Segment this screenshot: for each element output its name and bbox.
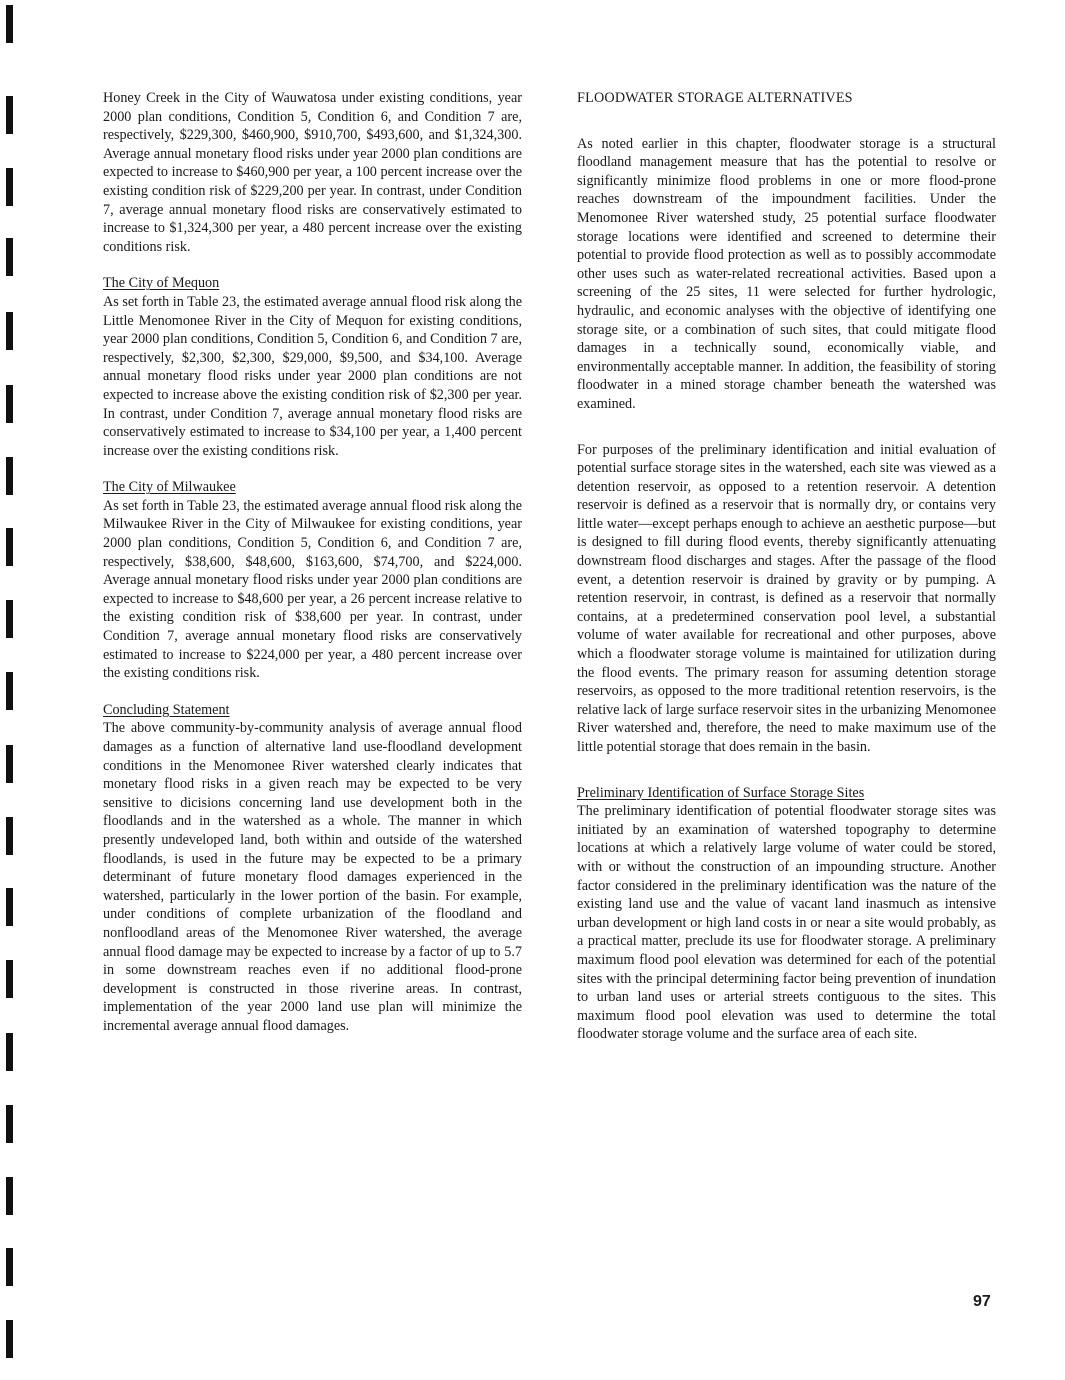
binding-mark	[6, 1033, 13, 1071]
binding-mark	[6, 385, 13, 423]
section-title: FLOODWATER STORAGE ALTERNATIVES	[577, 90, 853, 106]
concluding-heading: Concluding Statement	[103, 701, 230, 718]
mequon-heading: The City of Mequon	[103, 275, 220, 292]
binding-mark	[6, 5, 13, 43]
binding-mark	[6, 1177, 13, 1215]
binding-mark	[6, 457, 13, 495]
binding-mark	[6, 1248, 13, 1286]
left-column	[103, 89, 522, 1036]
binding-mark	[6, 672, 13, 710]
storage-paragraph-1: As noted earlier in this chapter, floodwater storage is a structural floodland management measure that has the potential to resolve or significantly minimize flood problems in one or more flood-prone reaches downstream of the impoundment facilities. Under the Menomonee River watershed study, 25 potential surface floodwater storage locations were identified and screened to determine their potential to provide flood protection as well as to possibly accommodate other uses such as water-related recreational activities. Based upon a screening of the 25 sites, 11 were selected for further hydrologic, hydraulic, and economic analyses with the objective of identifying one storage site, or a combination of such sites, that could mitigate flood damages in a technically sound, economically viable, and environmentally acceptable manner. In addition, the feasibility of storing floodwater in a mined storage chamber beneath the watershed was examined.	[577, 135, 996, 412]
page-number: 97	[973, 1293, 991, 1310]
binding-mark	[6, 817, 13, 855]
binding-mark	[6, 238, 13, 276]
binding-mark	[6, 960, 13, 998]
binding-mark	[6, 600, 13, 638]
binding-mark	[6, 1320, 13, 1358]
preliminary-heading: Preliminary Identification of Surface Storage Sites	[577, 784, 865, 801]
binding-mark	[6, 528, 13, 566]
intro-paragraph: Honey Creek in the City of Wauwatosa under existing conditions, year 2000 plan conditions, Condition 5, Condition 6, and Condition 7 are, respectively, $229,300, $460,900, $910,700, $493,600, and $1,324,300. Average annual monetary flood risks under year 2000 plan conditions are expected to increase to $460,900 per year, a 100 percent increase over the existing condition risk of $229,200 per year. In contrast, under Condition 7, average annual monetary flood risks are conservatively estimated to increase to $1,324,300 per year, a 480 percent increase over the existing conditions risk.	[103, 90, 522, 255]
binding-mark	[6, 745, 13, 783]
binding-mark	[6, 1105, 13, 1143]
storage-paragraph-2: For purposes of the preliminary identification and initial evaluation of potential surface storage sites in the watershed, each site was viewed as a detention reservoir, as opposed to a retention reservoir. A detention reservoir is defined as a reservoir that is normally dry, or contains very little water—except perhaps enough to achieve an aesthetic purpose—but is designed to fill during flood events, thereby significantly attenuating downstream flood discharges and stages. After the passage of the flood event, a detention reservoir is drained by gravity or by pumping. A retention reservoir, in contrast, is defined as a reservoir that normally contains, at a predetermined conservation pool level, a substantial volume of water available for recreational and other purposes, above which a floodwater storage volume is maintained for utilization during the flood events. The primary reason for assuming detention storage reservoirs, as opposed to the more traditional retention reservoirs, is the relative lack of large surface reservoir sites in the urbanizing Menomonee River watershed and, therefore, the need to make maximum use of the little potential storage that does remain in the basin.	[577, 441, 996, 755]
milwaukee-paragraph: As set forth in Table 23, the estimated average annual flood risk along the Milwaukee River in the City of Milwaukee for existing conditions, year 2000 plan conditions, Condition 5, Condition 6, and Condition 7 are, respectively, $38,600, $48,600, $163,600, $74,700, and $224,000. Average annual monetary flood risks under year 2000 plan conditions are expected to increase to $48,600 per year, a 26 percent increase relative to the existing condition risk of $38,600 per year. In contrast, under Condition 7, average annual monetary flood risks are conservatively estimated to increase to $224,000 per year, a 480 percent increase over the existing conditions risk.	[103, 497, 522, 682]
mequon-paragraph: As set forth in Table 23, the estimated average annual flood risk along the Little Menomonee River in the City of Mequon for existing conditions, year 2000 plan conditions, Condition 5, Condition 6, and Condition 7 are, respectively, $2,300, $2,300, $29,000, $9,500, and $34,100. Average annual monetary flood risks under year 2000 plan conditions are not expected to increase above the existing condition risk of $2,300 per year. In contrast, under Condition 7, average annual monetary flood risks are conservatively estimated to increase to $34,100 per year, a 1,400 percent increase over the existing conditions risk.	[103, 293, 522, 459]
preliminary-paragraph: The preliminary identification of potential floodwater storage sites was initiated by an examination of watershed topography to determine locations at which a relatively large volume of water could be stored, with or without the construction of an impounding structure. Another factor considered in the preliminary identification was the nature of the existing land use and the value of vacant land inasmuch as intensive urban development or high land costs in or near a site would probably, as a practical matter, preclude its use for floodwater storage. A preliminary maximum flood pool elevation was determined for each of the potential sites with the principal determining factor being prevention of inundation to urban land uses or arterial streets contiguous to the sites. This maximum flood pool elevation was used to determine the total floodwater storage volume and the surface area of each site.	[577, 803, 996, 1043]
binding-mark	[6, 312, 13, 350]
binding-marks	[0, 0, 20, 1380]
binding-mark	[6, 888, 13, 926]
concluding-paragraph: The above community-by-community analysis of average annual flood damages as a function of alternative land use-floodland development conditions in the Menomonee River watershed clearly indicates that monetary flood risks in a given reach may be expected to be very sensitive to dicisions concerning land use development both in the floodlands and in the watershed as a whole. The manner in which presently undeveloped land, both within and outside of the watershed floodlands, is used in the future may be expected to be a primary determinant of future monetary flood damages experienced in the watershed, particularly in the lower portion of the basin. For example, under conditions of complete urbanization of the floodland and nonfloodland areas of the Menomonee River watershed, the average annual flood damage may be expected to increase by a factor of up to 5.7 in some downstream reaches even if no additional flood-prone development is constructed in those riverine areas. In contrast, implementation of the year 2000 land use plan will minimize the incremental average annual flood damages.	[103, 720, 522, 1034]
right-column	[577, 89, 996, 1044]
milwaukee-heading: The City of Milwaukee	[103, 479, 236, 496]
binding-mark	[6, 96, 13, 134]
binding-mark	[6, 168, 13, 206]
